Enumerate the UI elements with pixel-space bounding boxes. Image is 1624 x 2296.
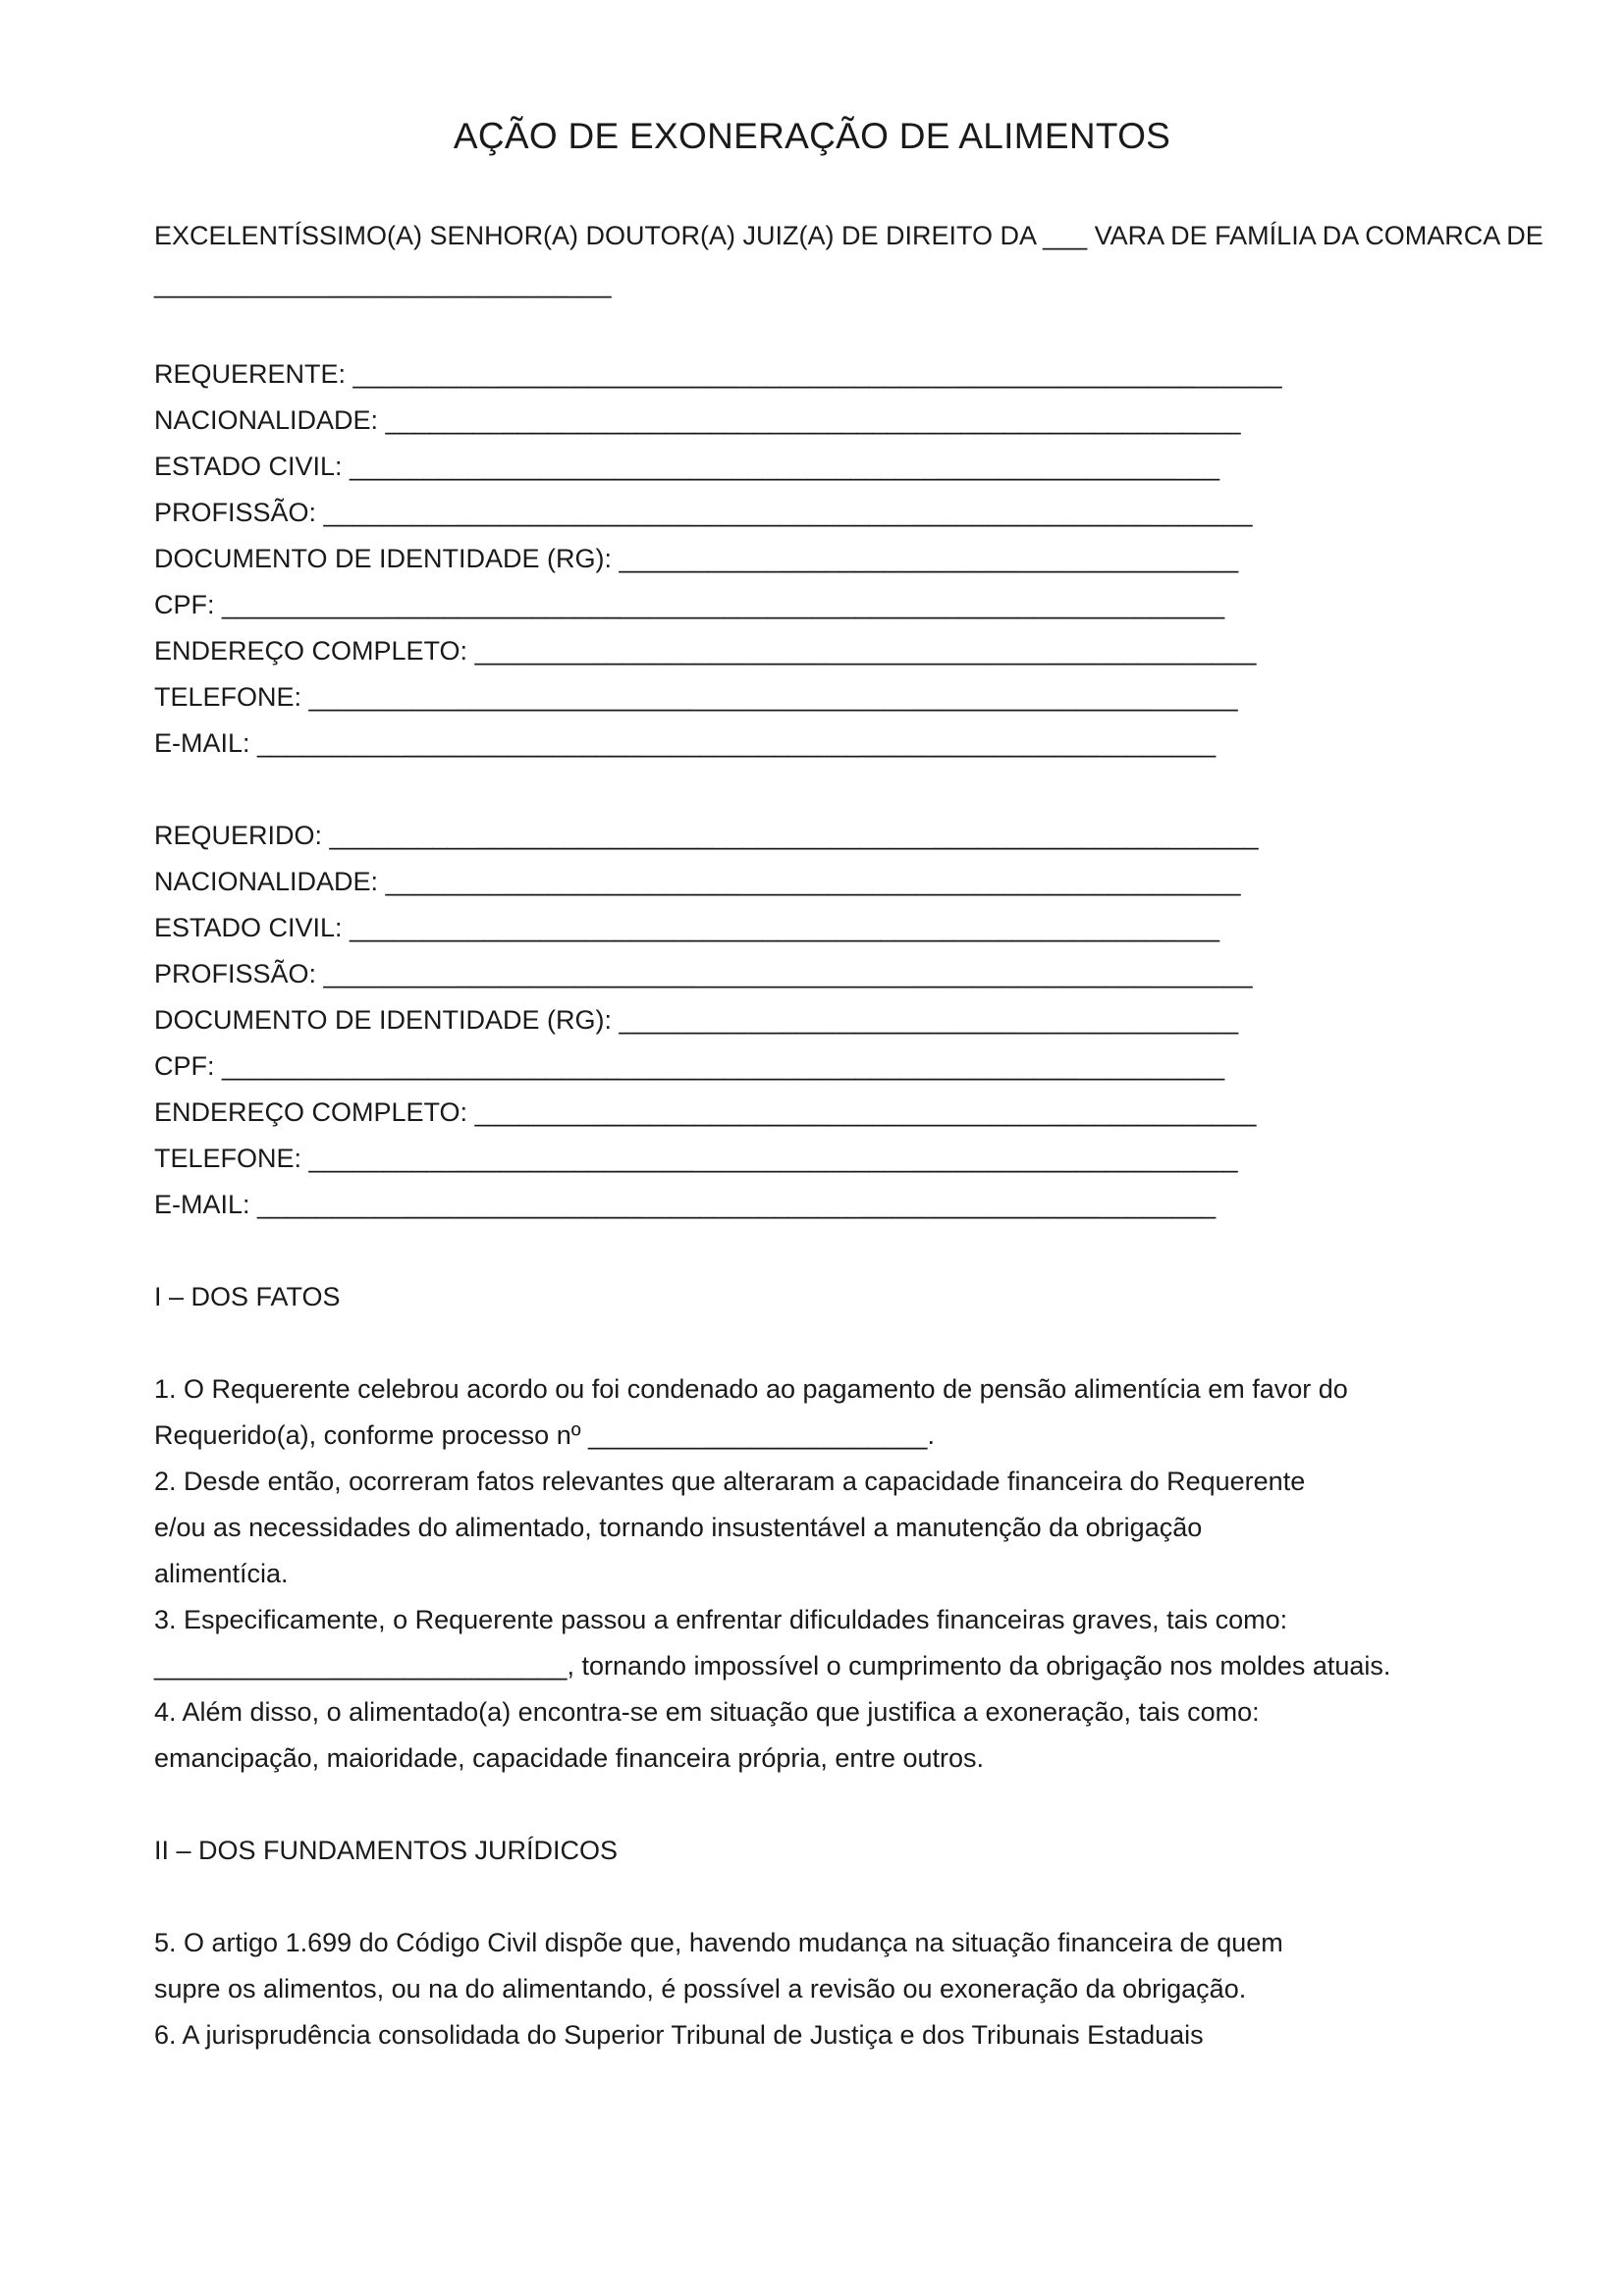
field-blank: _______________________________________________________________ (323, 498, 1253, 527)
comarca-blank (154, 269, 612, 298)
field-label: E-MAIL: (154, 728, 258, 758)
field-blank: _______________________________________________________________ (352, 359, 1282, 389)
field-blank: _____________________________________________________ (474, 636, 1257, 666)
field-label: TELEFONE: (154, 682, 309, 712)
field-blank: ____________________________________________________________________ (222, 590, 1225, 619)
field-label: REQUERIDO: (154, 821, 330, 850)
field-label: ENDEREÇO COMPLETO: (154, 636, 475, 666)
field-blank: ___________________________________________________________ (350, 913, 1219, 942)
requerente-field-address (154, 638, 1256, 665)
requerente-field-phone (154, 684, 1238, 711)
paragraph-line: alimentícia. (154, 1559, 289, 1588)
field-blank: ____________________________________________________________________ (222, 1051, 1225, 1081)
section-heading-fatos: I – DOS FATOS (154, 1282, 341, 1311)
field-blank: _________________________________________________________________ (257, 1190, 1217, 1219)
addressee-line: EXCELENTÍSSIMO(A) SENHOR(A) DOUTOR(A) JUIZ(A) DE DIREITO DA ___ VARA DE FAMÍLIA DA COMARCA DE (154, 221, 1543, 250)
requerido-field-name (154, 823, 1259, 849)
requerido-field-phone (154, 1146, 1238, 1172)
requerente-field-rg (154, 546, 1238, 572)
requerente-field-email (154, 730, 1216, 757)
comarca-blank-underline: _______________________________ (154, 269, 612, 298)
requerido-field-rg (154, 1007, 1238, 1034)
requerente-field-name (154, 361, 1282, 388)
field-label: ESTADO CIVIL: (154, 452, 351, 481)
field-blank: _______________________________________________________________ (329, 821, 1259, 850)
requerido-field-profession (154, 961, 1253, 988)
field-blank: __________________________________________ (619, 544, 1239, 573)
section-heading-fundamentos: II – DOS FUNDAMENTOS JURÍDICOS (154, 1836, 619, 1865)
field-blank: __________________________________________________________ (385, 405, 1241, 435)
paragraph-line: Requerido(a), conforme processo nº _______________________. (154, 1420, 935, 1450)
field-label: NACIONALIDADE: (154, 405, 386, 435)
requerente-field-cpf (154, 592, 1224, 618)
paragraph-line: ____________________________, tornando impossível o cumprimento da obrigação nos moldes atuais. (154, 1651, 1391, 1681)
paragraph-line: 2. Desde então, ocorreram fatos relevantes que alteraram a capacidade financeira do Requerente (154, 1467, 1306, 1496)
field-blank: _____________________________________________________ (474, 1097, 1257, 1127)
field-label: CPF: (154, 590, 223, 619)
requerido-field-email (154, 1192, 1216, 1218)
field-label: REQUERENTE: (154, 359, 353, 389)
requerido-field-cpf (154, 1053, 1224, 1080)
field-label: ENDEREÇO COMPLETO: (154, 1097, 475, 1127)
field-blank: _________________________________________________________________ (257, 728, 1217, 758)
field-blank: _______________________________________________________________ (308, 1144, 1238, 1173)
requerente-field-civil-status (154, 454, 1219, 480)
paragraph-line: emancipação, maioridade, capacidade financeira própria, entre outros. (154, 1743, 985, 1773)
requerido-field-civil-status (154, 915, 1219, 941)
document-title: AÇÃO DE EXONERAÇÃO DE ALIMENTOS (453, 116, 1171, 156)
requerente-field-nationality (154, 407, 1241, 434)
field-label: DOCUMENTO DE IDENTIDADE (RG): (154, 1005, 620, 1035)
paragraph-line: e/ou as necessidades do alimentado, tornando insustentável a manutenção da obrigação (154, 1513, 1203, 1542)
paragraph-line: 4. Além disso, o alimentado(a) encontra-se em situação que justifica a exoneração, tais como: (154, 1697, 1260, 1727)
field-label: CPF: (154, 1051, 223, 1081)
field-label: PROFISSÃO: (154, 959, 324, 988)
paragraph-line: 5. O artigo 1.699 do Código Civil dispõe que, havendo mudança na situação financeira de quem (154, 1928, 1283, 1957)
field-label: PROFISSÃO: (154, 498, 324, 527)
field-label: ESTADO CIVIL: (154, 913, 351, 942)
field-blank: __________________________________________ (619, 1005, 1239, 1035)
field-blank: ___________________________________________________________ (350, 452, 1219, 481)
field-blank: __________________________________________________________ (385, 867, 1241, 896)
requerido-field-nationality (154, 869, 1241, 895)
paragraph-line: supre os alimentos, ou na do alimentando, é possível a revisão ou exoneração da obrigação. (154, 1974, 1247, 2003)
paragraph-line: 1. O Requerente celebrou acordo ou foi condenado ao pagamento de pensão alimentícia em favor do (154, 1374, 1348, 1404)
paragraph-line: 6. A jurisprudência consolidada do Superior Tribunal de Justiça e dos Tribunais Estaduais (154, 2020, 1204, 2050)
paragraph-line: 3. Especificamente, o Requerente passou a enfrentar dificuldades financeiras graves, tais como: (154, 1605, 1288, 1634)
field-label: TELEFONE: (154, 1144, 309, 1173)
field-label: E-MAIL: (154, 1190, 258, 1219)
field-label: DOCUMENTO DE IDENTIDADE (RG): (154, 544, 620, 573)
field-label: NACIONALIDADE: (154, 867, 386, 896)
field-blank: _______________________________________________________________ (308, 682, 1238, 712)
requerido-field-address (154, 1099, 1256, 1126)
field-blank: _______________________________________________________________ (323, 959, 1253, 988)
requerente-field-profession (154, 500, 1253, 526)
